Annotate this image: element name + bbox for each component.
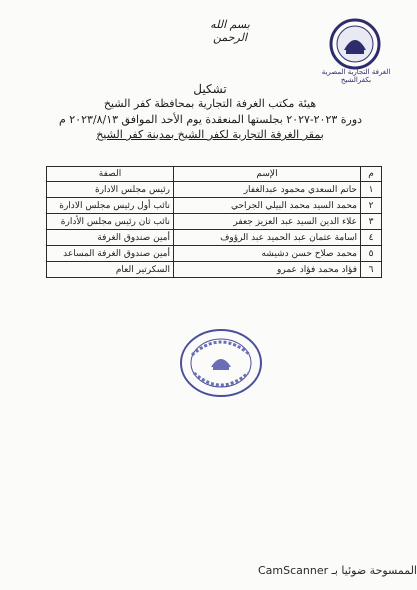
row-role: السكرتير العام xyxy=(47,262,174,278)
row-role: نائب ثان رئيس مجلس الأدارة xyxy=(47,214,174,230)
board-table xyxy=(46,166,382,278)
row-role: رئيس مجلس الادارة xyxy=(47,182,174,198)
row-num: ٤ xyxy=(361,230,382,246)
row-name: اسامة عثمان عبد الحميد عبد الرؤوف xyxy=(174,230,361,246)
row-name: محمد السيد محمد البيلي الجراحي xyxy=(174,198,361,214)
header-name: الإسم xyxy=(174,167,361,182)
header-num: م xyxy=(361,167,382,182)
row-name: علاء الدين السيد عبد العزيز جعفر xyxy=(174,214,361,230)
header-role: الصفة xyxy=(47,167,174,182)
heading-line3: دورة ٢٠٢٣-٢٠٢٧ بجلستها المنعقدة يوم الأحد الموافق ٢٠٢٣/٨/١٣ م xyxy=(58,113,363,126)
row-num: ٣ xyxy=(361,214,382,230)
scanner-watermark: الممسوحة ضوئيا بـ CamScanner xyxy=(257,564,417,577)
table-row xyxy=(47,182,382,198)
row-role: أمين صندوق الغرفة xyxy=(47,230,174,246)
logo-caption-line2: بكفرالشيخ xyxy=(340,76,372,84)
table-row xyxy=(47,214,382,230)
basmala: بسم الله الرحمن xyxy=(210,18,250,44)
table-row xyxy=(47,262,382,278)
heading-title: تشكيل xyxy=(193,82,227,96)
row-num: ٦ xyxy=(361,262,382,278)
row-name: محمد صلاح حسن دشيشه xyxy=(174,246,361,262)
row-num: ٢ xyxy=(361,198,382,214)
row-num: ١ xyxy=(361,182,382,198)
table-row xyxy=(47,246,382,262)
row-role: أمين صندوق الغرفة المساعد xyxy=(47,246,174,262)
row-role: نائب أول رئيس مجلس الادارة xyxy=(47,198,174,214)
table-row xyxy=(47,230,382,246)
logo-caption-line1: الغرفة التجارية المصرية xyxy=(321,68,391,76)
table-header-row xyxy=(47,167,382,182)
table-row xyxy=(47,198,382,214)
row-num: ٥ xyxy=(361,246,382,262)
heading-line4: بمقر الغرفة التجارية لكفر الشيخ بمدينة كفر الشيخ xyxy=(96,128,324,141)
row-name: حاتم السعدي محمود عبدالغفار xyxy=(174,182,361,198)
official-seal xyxy=(178,327,264,399)
heading-line2: هيئة مكتب الغرفة التجارية بمحافظة كفر الشيخ xyxy=(103,97,317,110)
row-name: فؤاد محمد فؤاد عمرو xyxy=(174,262,361,278)
